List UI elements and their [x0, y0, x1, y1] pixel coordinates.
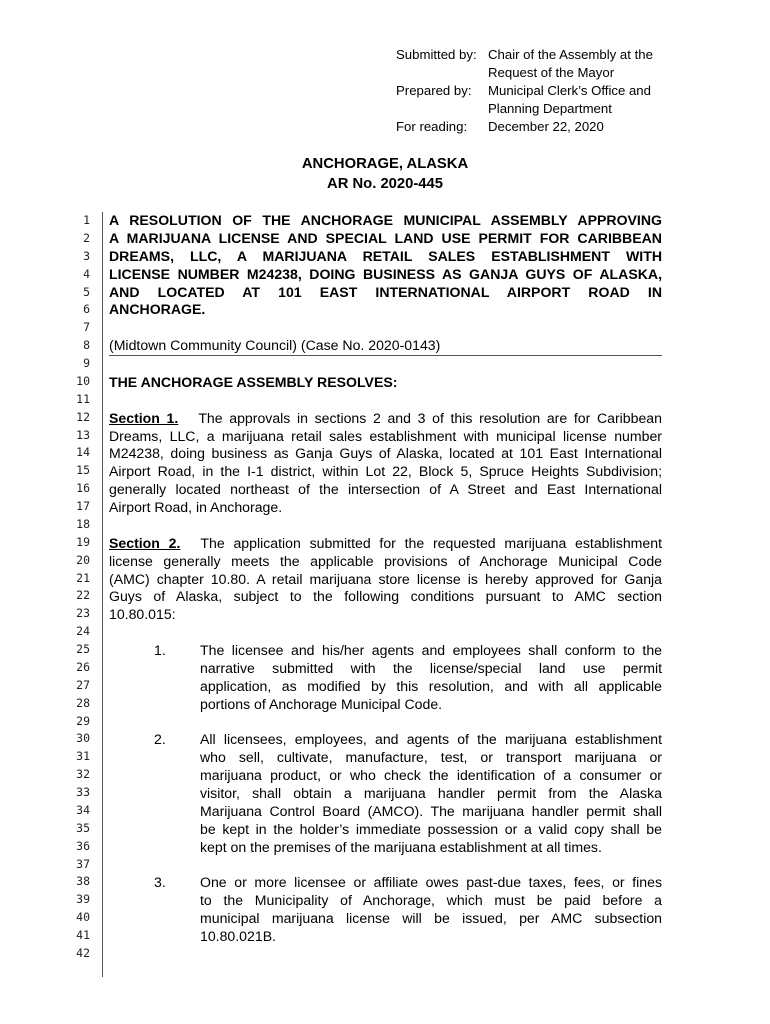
line-number: 16 — [76, 481, 90, 496]
resolution-title-line: AND LOCATED AT 101 EAST INTERNATIONAL AIRPORT ROAD IN — [109, 283, 662, 300]
line-number: 14 — [76, 445, 90, 460]
submitted-by-label: Submitted by: — [396, 47, 477, 62]
condition-number: 2. — [154, 731, 166, 748]
line-number: 11 — [76, 391, 90, 406]
section-1 — [109, 410, 662, 517]
line-number: 7 — [83, 320, 90, 335]
resolution-title-line: ANCHORAGE. — [109, 301, 206, 318]
line-number: 27 — [76, 677, 90, 692]
line-number: 9 — [83, 356, 90, 370]
line-number: 34 — [76, 802, 90, 817]
resolution-title-line: A RESOLUTION OF THE ANCHORAGE MUNICIPAL ASSEMBLY APPROVING — [109, 212, 662, 228]
for-reading-value: December 22, 2020 — [488, 119, 604, 134]
prepared-by-label: Prepared by: — [396, 83, 472, 98]
condition-line: Marijuana Control Board (AMCO). The marijuana handler permit shall — [200, 802, 662, 819]
resolution-body — [109, 212, 662, 946]
condition-line: who sell, cultivate, manufacture, test, or transport marijuana or — [200, 749, 662, 766]
submitted-by-value-line: Chair of the Assembly at the — [488, 47, 653, 62]
condition-number: 3. — [154, 874, 166, 891]
condition-number: 1. — [154, 642, 166, 658]
prepared-by-row — [396, 82, 658, 118]
prepared-by-value-line: Planning Department — [488, 101, 612, 116]
prepared-by-value — [488, 82, 658, 118]
line-number: 39 — [76, 892, 90, 907]
line-number: 25 — [76, 642, 90, 656]
condition-line: All licensees, employees, and agents of the marijuana establishment — [200, 731, 662, 748]
line-number: 30 — [76, 731, 90, 746]
line-number: 19 — [76, 534, 90, 549]
condition-line: marijuana product, or who check the identification of a consumer or — [200, 767, 662, 784]
condition-line: municipal marijuana license will be issued, per AMC subsection — [200, 910, 662, 927]
line-number: 15 — [76, 463, 90, 478]
line-number: 23 — [76, 606, 90, 621]
line-number: 36 — [76, 838, 90, 853]
document-number-heading: AR No. 2020-445 — [327, 176, 443, 192]
line-number: 4 — [83, 266, 90, 281]
resolution-title-line: A MARIJUANA LICENSE AND SPECIAL LAND USE PERMIT FOR CARIBBEAN — [109, 229, 662, 246]
line-number: 26 — [76, 659, 90, 674]
line-number: 28 — [76, 695, 90, 710]
line-number: 13 — [76, 427, 90, 442]
condition-item-2 — [109, 731, 662, 856]
section-1-text: The approvals in sections 2 and 3 of this resolution are for Caribbean — [198, 409, 662, 426]
condition-line: narrative submitted with the license/special land use permit — [200, 659, 662, 676]
line-number: 10 — [76, 373, 90, 388]
section-1-line: Airport Road, in the I-1 district, within Lot 22, Block 5, Spruce Heights Subdivision; — [109, 463, 662, 480]
condition-line: application, as modified by this resolution, and with all applicable — [200, 677, 662, 694]
line-number: 12 — [76, 409, 90, 424]
line-number: 5 — [83, 284, 90, 299]
line-number: 2 — [83, 230, 90, 245]
prepared-by-value-line: Municipal Clerk’s Office and — [488, 83, 651, 98]
condition-line: visitor, shall obtain a marijuana handler permit from the Alaska — [200, 785, 662, 801]
condition-line: One or more licensee or affiliate owes past-due taxes, fees, or fines — [200, 874, 662, 891]
condition-item-3 — [109, 874, 662, 946]
section-2-line: 10.80.015: — [109, 606, 176, 623]
resolution-title-line: LICENSE NUMBER M24238, DOING BUSINESS AS GANJA GUYS OF ALASKA, — [109, 265, 662, 282]
line-number: 31 — [76, 749, 90, 764]
line-number: 33 — [76, 785, 90, 799]
section-2-text: The application submitted for the requested marijuana establishment — [200, 534, 662, 551]
submission-metadata — [396, 46, 658, 136]
line-number: 41 — [76, 928, 90, 942]
document-city-heading: ANCHORAGE, ALASKA — [301, 156, 469, 172]
line-number: 35 — [76, 820, 90, 835]
section-2-line: license generally meets the applicable provisions of Anchorage Municipal Code — [109, 552, 662, 569]
section-1-line: generally located northeast of the intersection of A Street and East International — [109, 481, 662, 498]
condition-line: to the Municipality of Anchorage, which must be paid before a — [200, 892, 662, 909]
line-number: 37 — [76, 856, 90, 871]
council-case-line: (Midtown Community Council) (Case No. 2020-0143) — [109, 337, 662, 356]
line-number: 22 — [76, 588, 90, 603]
line-number: 29 — [76, 713, 90, 728]
condition-line: The licensee and his/her agents and employees shall conform to the — [200, 642, 662, 658]
section-1-line: Dreams, LLC, a marijuana retail sales establishment with municipal license number — [109, 427, 662, 444]
line-number: 21 — [76, 570, 90, 585]
line-number: 20 — [76, 552, 90, 567]
section-2-line — [109, 535, 662, 553]
line-number: 24 — [76, 624, 90, 639]
section-2 — [109, 535, 662, 624]
line-number: 38 — [76, 874, 90, 889]
line-number: 42 — [76, 945, 90, 960]
section-1-line — [109, 410, 662, 428]
line-number: 6 — [83, 302, 90, 317]
submitted-by-value-line: Request of the Mayor — [488, 65, 615, 80]
submitted-by-row — [396, 46, 658, 82]
condition-item-1 — [109, 642, 662, 714]
line-number: 40 — [76, 910, 90, 925]
margin-rule — [102, 212, 103, 977]
condition-line: be kept in the holder’s immediate possession or a valid copy shall be — [200, 820, 662, 837]
resolution-title — [109, 212, 662, 319]
line-number: 8 — [83, 338, 90, 353]
condition-line: portions of Anchorage Municipal Code. — [200, 695, 443, 712]
line-number: 3 — [83, 248, 90, 263]
line-number: 32 — [76, 767, 90, 782]
section-2-line: Guys of Alaska, subject to the following conditions pursuant to AMC section — [109, 588, 662, 605]
line-number-gutter — [60, 212, 90, 963]
line-number: 1 — [83, 213, 90, 227]
condition-line: 10.80.021B. — [200, 928, 277, 944]
condition-line: kept on the premises of the marijuana establishment at all times. — [200, 838, 602, 855]
section-2-line: (AMC) chapter 10.80. A retail marijuana store license is hereby approved for Ganja — [109, 570, 662, 587]
section-1-label: Section 1. — [109, 409, 179, 426]
for-reading-label: For reading: — [396, 119, 468, 134]
for-reading-row — [396, 118, 658, 136]
line-number: 17 — [76, 499, 90, 513]
resolution-title-line: DREAMS, LLC, A MARIJUANA RETAIL SALES ESTABLISHMENT WITH — [109, 247, 662, 264]
submitted-by-value — [488, 46, 658, 82]
line-number: 18 — [76, 516, 90, 531]
section-1-line: Airport Road, in Anchorage. — [109, 499, 283, 515]
resolves-heading: THE ANCHORAGE ASSEMBLY RESOLVES: — [109, 373, 398, 390]
section-2-label: Section 2. — [109, 534, 181, 551]
section-1-line: M24238, doing business as Ganja Guys of Alaska, located at 101 East International — [109, 445, 662, 462]
